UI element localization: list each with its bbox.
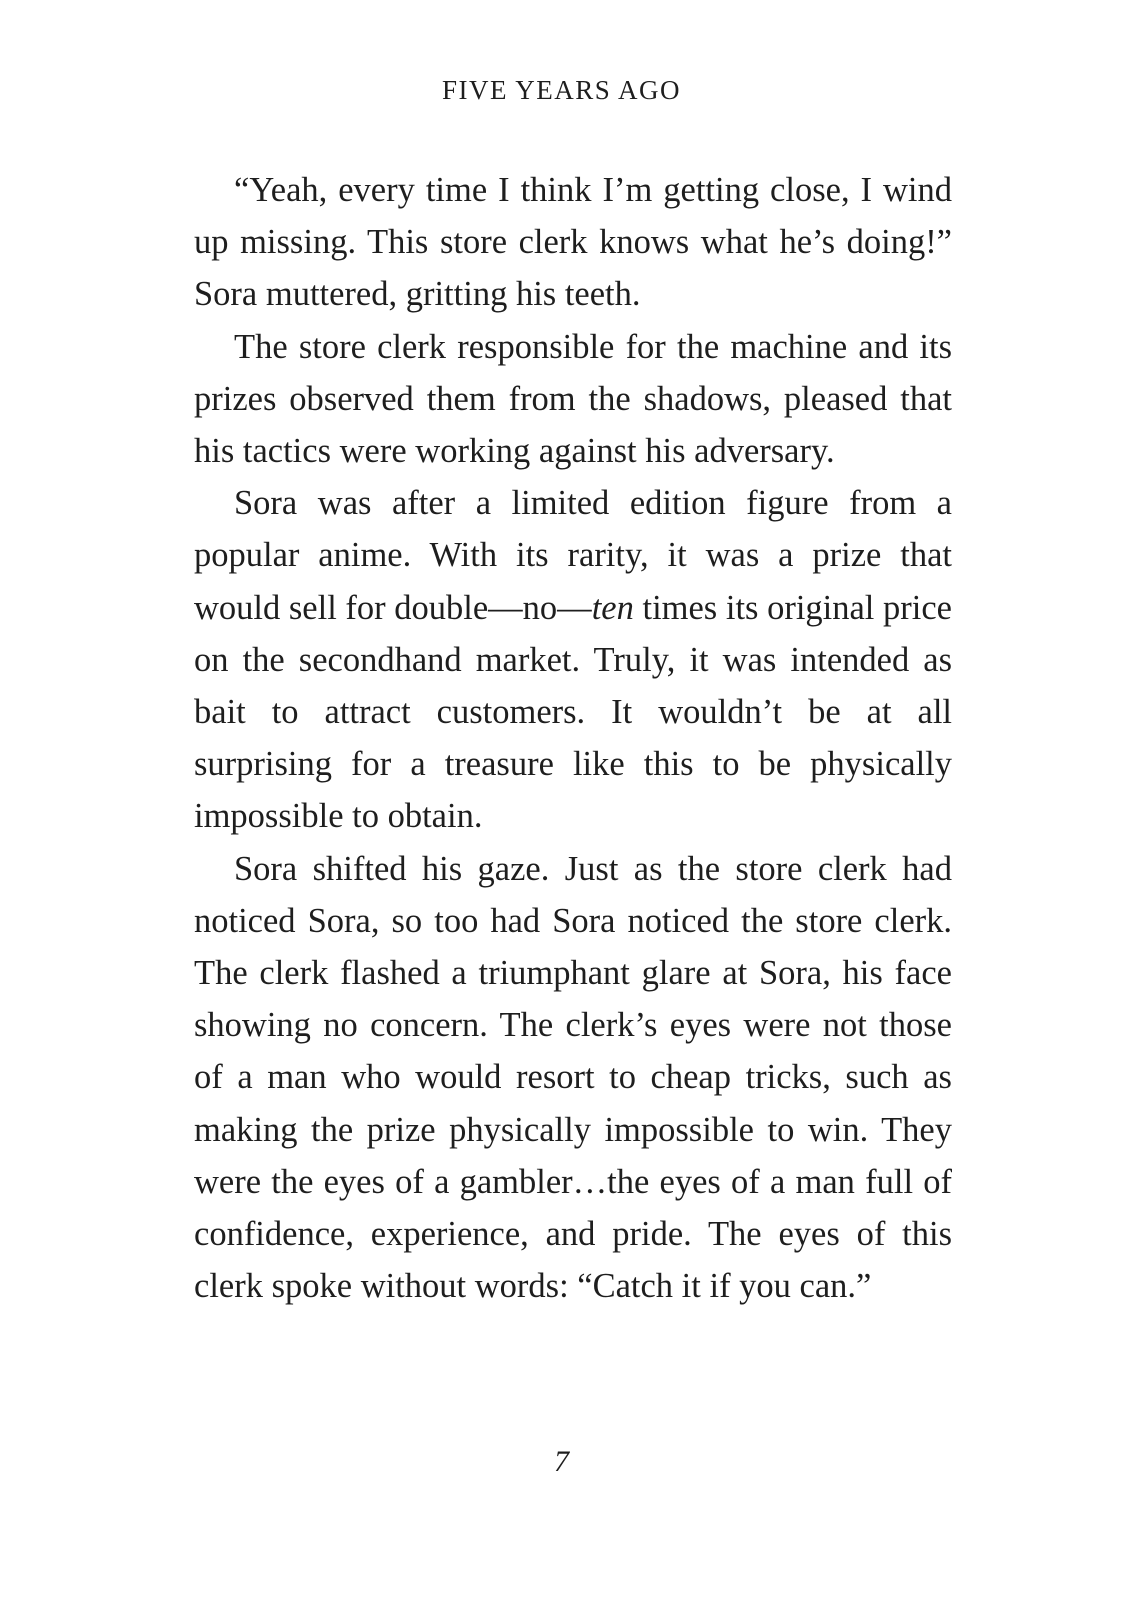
paragraph-2: The store clerk responsible for the machine and its prizes observed them from the shadows, pleased that his tactics were working against his adversary.	[194, 327, 952, 471]
body-text	[194, 164, 952, 1312]
emphasis-ten: ten	[591, 588, 634, 627]
running-head: FIVE YEARS AGO	[441, 75, 682, 105]
paragraph-3-text-a: Sora was after a limited edition figure from a popular anime. With its rarity, it was a prize that would sell for double—no—	[194, 484, 952, 627]
paragraph-3-text-b: times its original price on the secondhand market. Truly, it was intended as bait to attract customers. It wouldn’t be at all surprising for a treasure like this to be physically impossible to obtain.	[194, 588, 952, 836]
paragraph-3	[194, 477, 952, 842]
page-number: 7	[554, 1445, 569, 1478]
paragraph-4: Sora shifted his gaze. Just as the store clerk had noticed Sora, so too had Sora noticed the store clerk. The clerk flashed a triumphant glare at Sora, his face showing no concern. The clerk’s eyes were not those of a man who would resort to cheap tricks, such as making the prize physically impossible to win. They were the eyes of a gambler…the eyes of a man full of confidence, experience, and pride. The eyes of this clerk spoke without words: “Catch it if you can.”	[194, 849, 952, 1306]
paragraph-1: “Yeah, every time I think I’m getting close, I wind up missing. This store clerk knows what he’s doing!” Sora muttered, gritting his teeth.	[194, 171, 952, 314]
